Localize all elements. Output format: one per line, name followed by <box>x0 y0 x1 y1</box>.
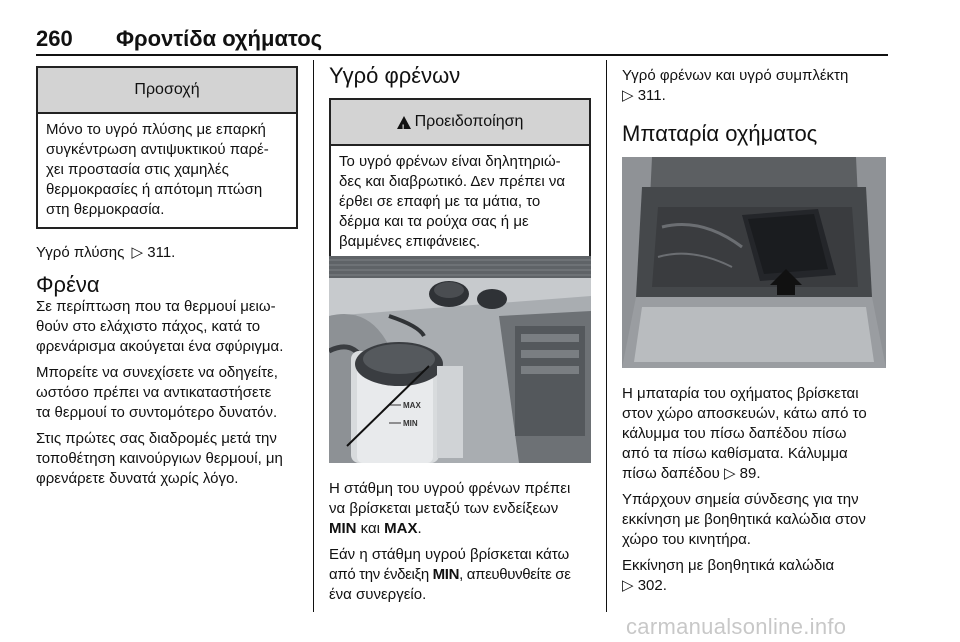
warning-line: έρθει σε επαφή με τα μάτια, το <box>339 193 541 210</box>
text-line: Στις πρώτες σας διαδρομές μετά την <box>36 430 277 447</box>
warning-box <box>329 98 591 261</box>
text-line: Η στάθμη του υγρού φρένων πρέπει <box>329 480 571 497</box>
page-ref-link[interactable]: 302. <box>637 577 667 594</box>
text-fragment: πίσω δαπέδου <box>622 465 720 482</box>
warning-line: βαμμένες επιφάνειες. <box>339 233 481 250</box>
level-paragraph <box>329 479 595 539</box>
brake-fluid-heading: Υγρό φρένων <box>329 63 461 88</box>
warning-header <box>331 100 589 146</box>
page-number: 260 <box>36 26 73 51</box>
max-label: MAX <box>384 520 418 537</box>
caution-line: Μόνο το υγρό πλύσης με επαρκή <box>46 121 266 138</box>
caution-line: στη θερμοκρασία. <box>46 201 165 218</box>
warning-text <box>331 146 589 259</box>
caution-box <box>36 66 298 229</box>
text-fragment: από την ένδειξη <box>329 566 433 583</box>
brakes-paragraph <box>36 363 298 423</box>
text-line: Η μπαταρία του οχήματος βρίσκεται <box>622 385 859 402</box>
text-line: ένα συνεργείο. <box>329 586 427 603</box>
page-ref-icon: ▷ <box>131 244 144 261</box>
watermark: carmanualsonline.info <box>626 614 847 639</box>
caution-text <box>38 114 296 227</box>
column-divider <box>313 60 314 612</box>
battery-paragraph <box>622 384 888 484</box>
page-ref-icon: ▷ <box>723 465 736 482</box>
brake-fluid-level-text <box>329 479 595 605</box>
text-line: θούν στο ελάχιστο πάχος, κατά το <box>36 318 261 335</box>
text-line: στον χώρο αποσκευών, κάτω από το <box>622 405 867 422</box>
battery-location-image <box>622 157 886 368</box>
caution-line: θερμοκρασίες ή απότομη πτώση <box>46 181 263 198</box>
column-divider <box>606 60 607 612</box>
text-line: Υπάρχουν σημεία σύνδεσης για την <box>622 491 859 508</box>
brakes-heading: Φρένα <box>36 272 100 297</box>
column-right <box>622 66 888 144</box>
min-label: MIN <box>432 566 460 583</box>
text-line <box>329 519 595 539</box>
brakes-paragraph <box>36 297 298 357</box>
text-line: Μπορείτε να συνεχίσετε να οδηγείτε, <box>36 364 278 381</box>
warning-title: Προειδοποίηση <box>414 113 524 130</box>
text-line: Εκκίνηση με βοηθητικά καλώδια <box>622 557 835 574</box>
brake-fluid-reservoir-image <box>329 256 591 463</box>
battery-heading: Μπαταρία οχήματος <box>622 121 818 146</box>
warning-triangle-icon <box>397 116 411 129</box>
column-left <box>36 66 298 489</box>
text-line: Σε περίπτωση που τα θερμουί μειω- <box>36 298 276 315</box>
column-middle <box>329 63 591 261</box>
text-line: τα θερμουί το συντομότερο δυνατόν. <box>36 404 278 421</box>
text-line: χώρο του κινητήρα. <box>622 531 751 548</box>
reservoir-max-mark: MAX <box>403 401 421 410</box>
min-label: MIN <box>329 520 357 537</box>
text-line: τοποθέτηση καινούργιων θερμουί, μη <box>36 450 283 467</box>
clutch-fluid-reference <box>622 66 888 106</box>
page-ref-link[interactable]: 89. <box>739 465 761 482</box>
text-line: εκκίνηση με βοηθητικά καλώδια στον <box>622 511 866 528</box>
reservoir-min-mark: MIN <box>403 419 418 428</box>
warning-line: Το υγρό φρένων είναι δηλητηριώ- <box>339 153 561 170</box>
text-line: φρενάρισμα ακούγεται ένα σφύριγμα. <box>36 338 284 355</box>
battery-text <box>622 384 888 596</box>
text-line: Υγρό φρένων και υγρό συμπλέκτη <box>622 67 849 84</box>
text-line: να βρίσκεται μεταξύ των ενδείξεων <box>329 500 559 517</box>
text-line: από τα πίσω καθίσματα. Κάλυμμα <box>622 445 848 462</box>
washer-fluid-text: Υγρό πλύσης <box>36 244 125 261</box>
page-ref-link[interactable]: 311. <box>147 244 176 261</box>
brakes-paragraph <box>36 429 298 489</box>
page-ref-icon: ▷ <box>622 87 634 104</box>
page-ref-icon: ▷ <box>622 577 634 594</box>
text-fragment: , απευθυνθείτε σε <box>459 566 571 583</box>
caution-title: Προσοχή <box>38 68 296 114</box>
text-line: κάλυμμα του πίσω δαπέδου πίσω <box>622 425 847 442</box>
text-line <box>329 565 595 585</box>
page-title: Φροντίδα οχήματος <box>116 26 323 51</box>
warning-line: δέρμα και τα ρούχα σας ή με <box>339 213 529 230</box>
jump-start-reference <box>622 556 888 596</box>
text-fragment: . <box>417 520 422 537</box>
header-rule <box>36 54 888 56</box>
page-ref-link[interactable]: 311. <box>637 87 666 104</box>
text-line: φρενάρετε δυνατά χωρίς λόγο. <box>36 470 239 487</box>
text-line: Εάν η στάθμη υγρού βρίσκεται κάτω <box>329 546 570 563</box>
jump-start-paragraph <box>622 490 888 550</box>
below-min-paragraph <box>329 545 595 605</box>
text-line: ωστόσο πρέπει να αντικαταστήσετε <box>36 384 272 401</box>
caution-line: χει προστασία στις χαμηλές <box>46 161 229 178</box>
warning-line: δες και διαβρωτικό. Δεν πρέπει να <box>339 173 566 190</box>
caution-line: συγκέντρωση αντιψυκτικού παρέ- <box>46 141 269 158</box>
washer-fluid-reference <box>36 243 298 263</box>
text-fragment: και <box>356 520 385 537</box>
